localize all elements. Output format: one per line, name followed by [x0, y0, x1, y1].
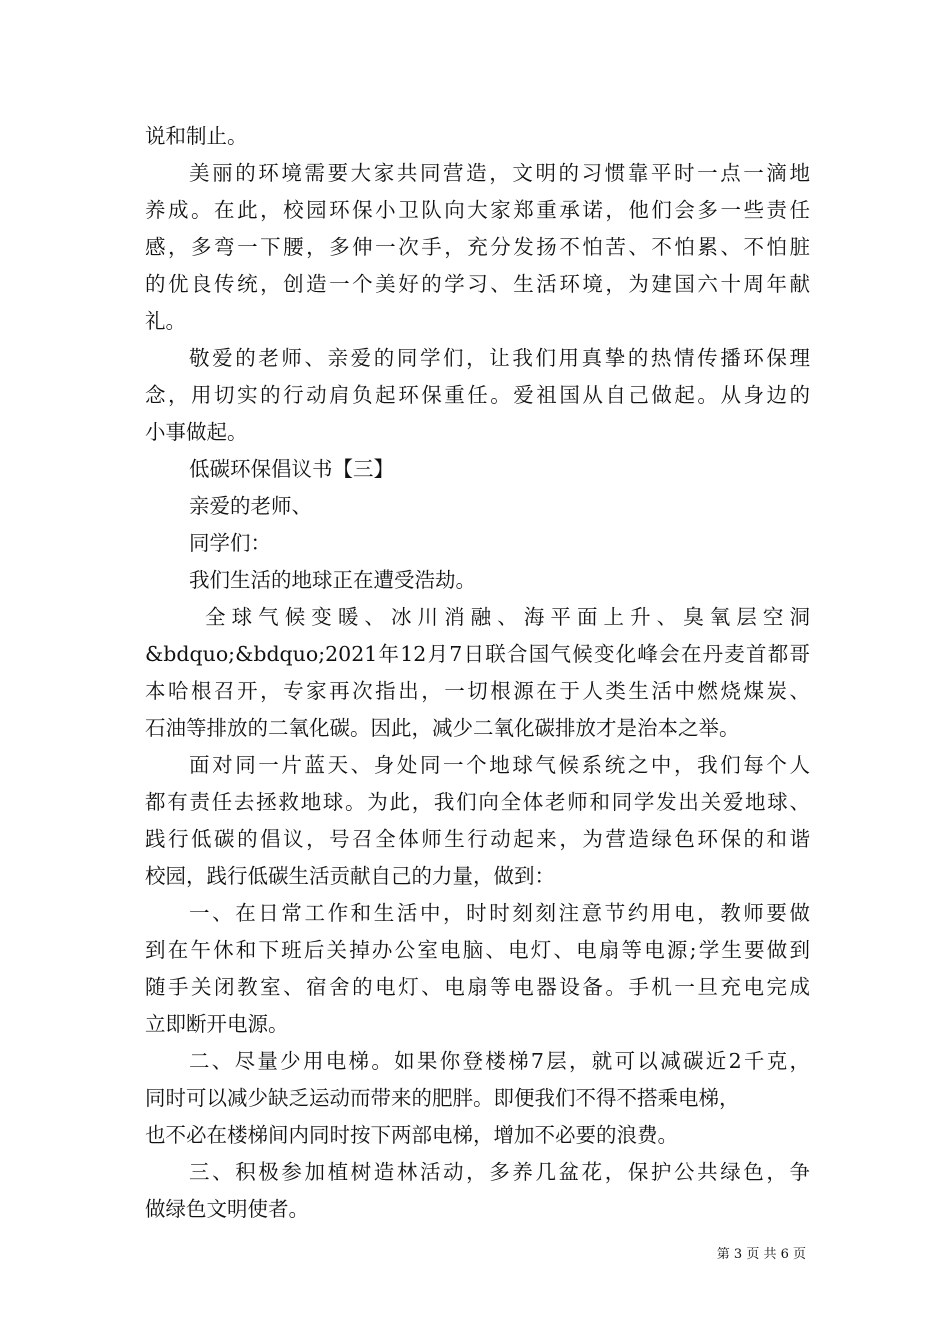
paragraph-line: 美丽的环境需要大家共同营造，文明的习惯靠平时一点一滴地: [189, 161, 810, 185]
salutation-line: 同学们：: [189, 531, 271, 555]
paragraph-line: 本哈根召开，专家再次指出，一切根源在于人类生活中燃烧煤炭、: [145, 679, 810, 703]
paragraph-line: 校园，践行低碳生活贡献自己的力量，做到：: [145, 864, 555, 888]
paragraph-line: 感，多弯一下腰，多伸一次手，充分发扬不怕苦、不怕累、不怕脏: [145, 235, 810, 259]
paragraph-line: 我们生活的地球正在遭受浩劫。: [189, 568, 476, 592]
paragraph-line: 践行低碳的倡议，号召全体师生行动起来，为营造绿色环保的和谐: [145, 827, 810, 851]
paragraph-line: 随手关闭教室、宿舍的电灯、电扇等电器设备。手机一旦充电完成: [145, 975, 810, 999]
paragraph-line: 的优良传统，创造一个美好的学习、生活环境，为建国六十周年献: [145, 272, 810, 296]
paragraph-line: 一、在日常工作和生活中，时时刻刻注意节约用电，教师要做: [189, 901, 810, 925]
paragraph-line: 同时可以减少缺乏运动而带来的肥胖。即便我们不得不搭乘电梯，: [145, 1086, 740, 1110]
paragraph-line: 都有责任去拯救地球。为此，我们向全体老师和同学发出关爱地球、: [145, 790, 810, 814]
paragraph-line: 石油等排放的二氧化碳。因此，减少二氧化碳排放才是治本之举。: [145, 716, 740, 740]
page-number-footer: 第 3 页 共 6 页: [716, 1247, 806, 1262]
paragraph-line: 全球气候变暖、冰川消融、海平面上升、臭氧层空洞: [205, 605, 810, 629]
paragraph-line: 立即断开电源。: [145, 1012, 289, 1036]
paragraph-line: 做绿色文明使者。: [145, 1197, 309, 1221]
paragraph-line: 到在午休和下班后关掉办公室电脑、电灯、电扇等电源;学生要做到: [145, 938, 810, 962]
paragraph-line: 养成。在此，校园环保小卫队向大家郑重承诺，他们会多一些责任: [145, 198, 810, 222]
paragraph-line: 念，用切实的行动肩负起环保重任。爱祖国从自己做起。从身边的: [145, 383, 810, 407]
paragraph-line: 也不必在楼梯间内同时按下两部电梯，增加不必要的浪费。: [145, 1123, 678, 1147]
paragraph-line: 二、尽量少用电梯。如果你登楼梯7层，就可以减碳近2千克，: [189, 1049, 810, 1073]
paragraph-line: 说和制止。: [145, 124, 248, 148]
paragraph-line: 礼。: [145, 309, 186, 333]
paragraph-line: &bdquo;&bdquo;2021年12月7日联合国气候变化峰会在丹麦首都哥: [145, 642, 810, 666]
section-heading: 低碳环保倡议书【三】: [189, 457, 394, 481]
salutation-line: 亲爱的老师、: [189, 494, 312, 518]
paragraph-line: 面对同一片蓝天、身处同一个地球气候系统之中，我们每个人: [189, 753, 810, 777]
paragraph-line: 敬爱的老师、亲爱的同学们，让我们用真挚的热情传播环保理: [189, 346, 810, 370]
paragraph-line: 小事做起。: [145, 420, 248, 444]
paragraph-line: 三、积极参加植树造林活动，多养几盆花，保护公共绿色，争: [189, 1160, 810, 1184]
document-body: [145, 118, 810, 1228]
